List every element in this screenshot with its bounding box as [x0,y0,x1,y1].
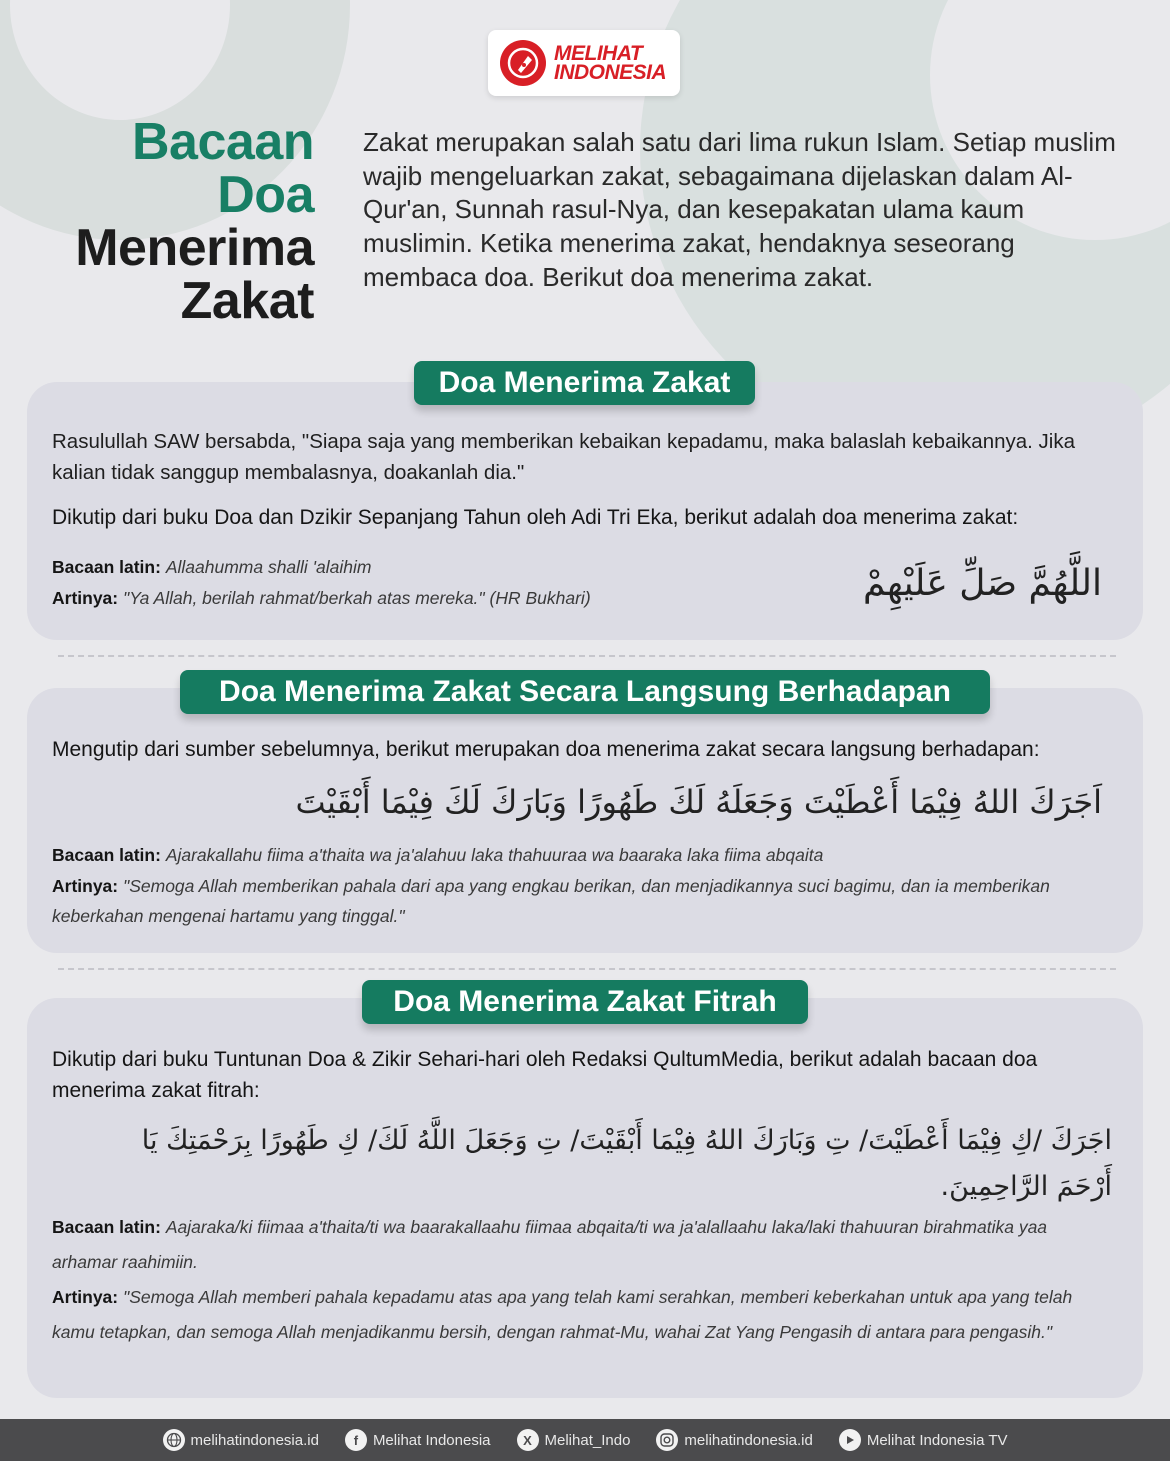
section-2-latin [52,840,1132,870]
footer-label: melihatindonesia.id [190,1431,319,1449]
footer-instagram-link[interactable] [656,1429,812,1451]
section-2-intro: Mengutip dari sumber sebelumnya, berikut merupakan doa menerima zakat secara langsung berhadapan: [52,738,1040,761]
brand-line-2: INDONESIA [554,61,667,84]
section-heading-2: Doa Menerima Zakat Secara Langsung Berhadapan [180,670,990,714]
title-line-4: Zakat [180,272,314,330]
footer-facebook-link[interactable] [345,1429,491,1451]
section-3-arabic: اجَرَكَ /كِ فِيْمَا أَعْطَيْتَ/ تِ وَبَارَكَ اللهُ فِيْمَا أَبْقَيْتَ/ تِ وَجَعَلَ اللَّهُ لَكَ/ كِ طَهُورًا بِرَحْمَتِكَ يَا أَرْحَمَ الرَّاحِمِينَ. [141,1125,1112,1202]
meaning-text: "Semoga Allah memberikan pahala dari apa yang engkau berikan, dan menjadikannya suci bagimu, dan ia memberikan keberkahan mengenai hartamu yang tinggal." [52,876,1050,926]
facebook-icon: f [345,1429,367,1451]
youtube-icon [839,1429,861,1451]
section-2-arabic: اَجَرَكَ اللهُ فِيْمَا أَعْطَيْتَ وَجَعَلَهُ لَكَ طَهُورًا وَبَارَكَ لَكَ فِيْمَا أَبْقَيْتَ [295,783,1102,821]
section-1-intro: Dikutip dari buku Doa dan Dzikir Sepanjang Tahun oleh Adi Tri Eka, berikut adalah doa menerima zakat: [52,506,1019,529]
latin-label: Bacaan latin: [52,1217,161,1237]
section-3-intro: Dikutip dari buku Tuntunan Doa & Zikir Sehari-hari oleh Redaksi QultumMedia, berikut adalah bacaan doa menerima zakat fitrah: [52,1048,1038,1102]
section-1-latin [52,552,872,582]
section-heading-1: Doa Menerima Zakat [414,361,755,405]
footer-label: Melihat Indonesia TV [866,1431,1008,1449]
footer-website-link[interactable] [163,1429,319,1451]
brand-wordmark [554,44,666,82]
divider [58,655,1116,657]
meaning-label: Artinya: [52,588,119,608]
latin-label: Bacaan latin: [52,557,161,577]
latin-label: Bacaan latin: [52,845,161,865]
section-1-arabic: اللَّهُمَّ صَلِّ عَلَيْهِمْ [863,563,1102,604]
latin-text: Ajarakallahu fiima a'thaita wa ja'alahuu laka thahuuraa wa baaraka laka fiima abqaita [165,845,824,865]
section-2-meaning [52,871,1132,931]
section-1-hadith: Rasulullah SAW bersabda, "Siapa saja yang memberikan kebaikan kepadamu, maka balaslah kebaikannya. Jika kalian tidak sanggup membalasnya, doakanlah dia." [52,430,1075,484]
footer-label: Melihat_Indo [544,1431,631,1449]
meaning-label: Artinya: [52,1287,119,1307]
section-heading-3: Doa Menerima Zakat Fitrah [362,980,808,1024]
latin-text: Aajaraka/ki fiimaa a'thaita/ti wa baarakallaahu fiimaa abqaita/ti wa ja'alallaahu laka/laki thahuuran birahmatika yaa arhamar raahimiin. [52,1217,1048,1272]
title-line-1: Bacaan [132,113,314,171]
meaning-source: (HR Bukhari) [489,588,591,608]
instagram-icon [656,1429,678,1451]
page-title [75,113,314,330]
section-3-latin [52,1210,1052,1280]
brand-line-1: MELIHAT [554,42,643,65]
globe-icon [163,1429,185,1451]
section-3-meaning [52,1280,1082,1350]
x-icon: X [517,1429,539,1451]
footer-label: Melihat Indonesia [372,1431,491,1449]
meaning-text: "Ya Allah, berilah rahmat/berkah atas mereka." [123,588,485,608]
social-footer [0,1419,1170,1461]
divider [58,968,1116,970]
footer-x-link[interactable] [517,1429,631,1451]
footer-label: melihatindonesia.id [684,1431,813,1449]
intro-paragraph: Zakat merupakan salah satu dari lima rukun Islam. Setiap muslim wajib mengeluarkan zakat, sebagaimana dijelaskan dalam Al-Qur'an, Sunnah rasul-Nya, dan kesepakatan ulama kaum muslimin. Ketika menerima zakat, hendaknya seseorang membaca doa. Berikut doa menerima zakat. [363,127,1116,292]
footer-youtube-link[interactable] [839,1429,1008,1451]
brand-logo[interactable] [488,30,680,96]
latin-text: Allaahumma shalli 'alaihim [165,557,372,577]
meaning-text: "Semoga Allah memberi pahala kepadamu atas apa yang telah kami serahkan, memberi keberkahan untuk apa yang telah kamu tetapkan, dan semoga Allah menjadikanmu bersih, dengan rahmat-Mu, wahai Zat Yang Pengasih di antara para pengasih." [52,1287,1073,1342]
pen-nib-icon [500,40,546,86]
section-1-meaning [52,583,872,613]
title-line-3: Menerima [75,219,314,277]
meaning-label: Artinya: [52,876,119,896]
title-line-2: Doa [217,166,314,224]
